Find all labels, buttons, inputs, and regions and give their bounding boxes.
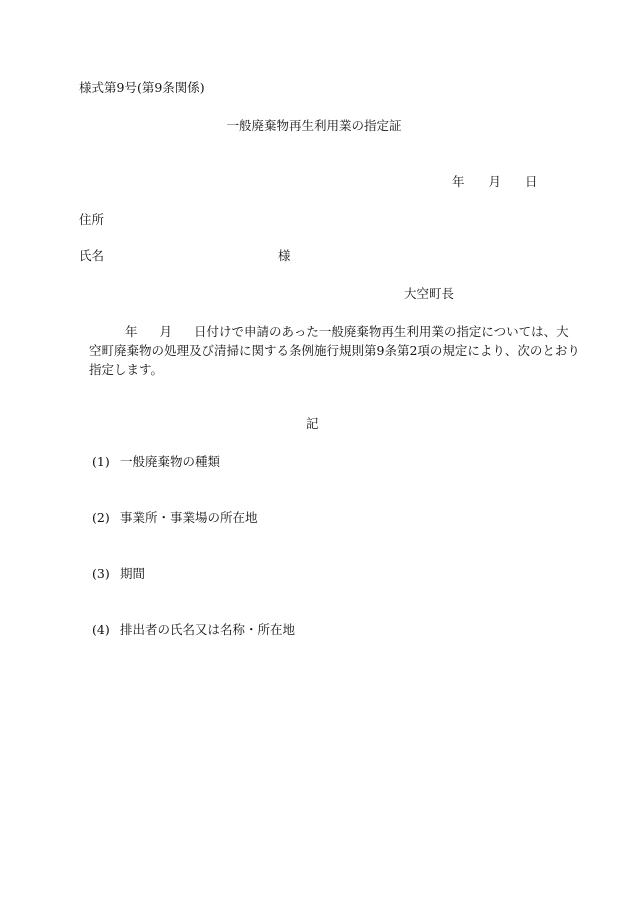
body-year: 年 <box>125 324 138 339</box>
item-number: (3) <box>92 566 110 581</box>
body-line-1-rest: 日付けで申請のあった一般廃棄物再生利用業の指定については、大 <box>194 324 569 339</box>
list-item <box>92 566 145 582</box>
honorific: 様 <box>278 248 291 263</box>
item-number: (4) <box>92 622 110 637</box>
item-label: 期間 <box>120 566 146 581</box>
item-label: 排出者の氏名又は名称・所在地 <box>120 622 296 637</box>
document-title <box>0 118 630 134</box>
date-day: 日 <box>525 174 538 189</box>
item-label: 一般廃棄物の種類 <box>120 454 221 469</box>
list-item <box>92 510 258 526</box>
body-line-2: 空町廃棄物の処理及び清掃に関する条例施行規則第9条第2項の規定により、次のとおり <box>89 343 580 358</box>
item-number: (2) <box>92 510 110 525</box>
list-item <box>92 622 295 638</box>
list-item <box>92 454 220 470</box>
ki-heading: 記 <box>306 416 319 431</box>
body-line-3: 指定します。 <box>89 362 164 377</box>
date-month: 月 <box>488 174 502 189</box>
document-title-text: 一般廃棄物再生利用業の指定証 <box>226 118 402 133</box>
date-line <box>452 174 538 190</box>
name-label: 氏名 <box>79 248 105 263</box>
item-number: (1) <box>92 454 110 469</box>
body-paragraph <box>79 322 580 379</box>
body-month: 月 <box>159 324 173 339</box>
body-line-1 <box>79 322 569 341</box>
issuer: 大空町長 <box>404 286 455 301</box>
date-year: 年 <box>452 174 465 189</box>
form-number: 様式第9号(第9条関係) <box>79 80 205 95</box>
address-label: 住所 <box>79 212 105 227</box>
item-label: 事業所・事業場の所在地 <box>120 510 258 525</box>
